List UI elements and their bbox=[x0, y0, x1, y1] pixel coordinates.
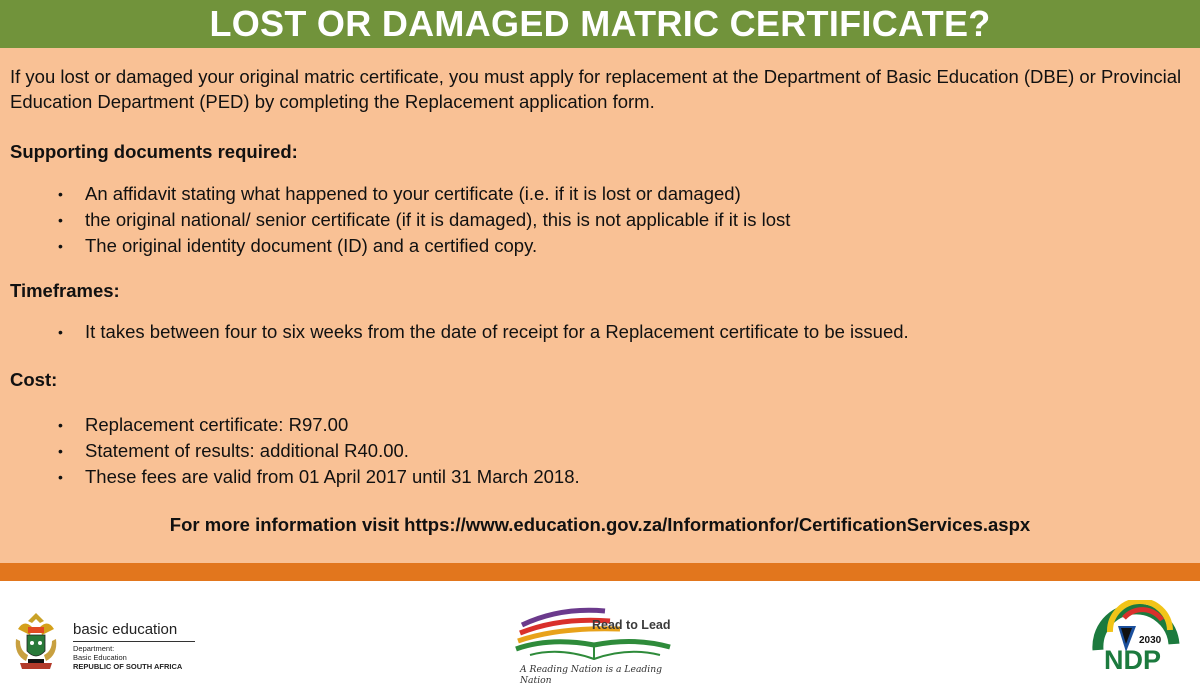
section-title-supporting-documents: Supporting documents required: bbox=[10, 141, 298, 162]
read-to-lead-title: Read to Lead bbox=[592, 618, 671, 632]
list-item: • Replacement certificate: R97.00 bbox=[10, 412, 1200, 438]
footer bbox=[0, 581, 1200, 689]
list-item: • It takes between four to six weeks from the date of receipt for a Replacement certificate to be issued. bbox=[10, 319, 1200, 345]
list-item: • the original national/ senior certificate (if it is damaged), this is not applicable if it is lost bbox=[10, 207, 1200, 233]
list-item: • The original identity document (ID) and a certified copy. bbox=[10, 233, 1200, 259]
dbe-logo-rule bbox=[73, 641, 195, 642]
open-book-icon bbox=[510, 603, 680, 663]
list-item: • Statement of results: additional R40.00. bbox=[10, 438, 1200, 464]
ndp-logo-year: 2030 bbox=[1139, 635, 1162, 646]
intro-paragraph: If you lost or damaged your original matric certificate, you must apply for replacement at the Department of Basic Education (DBE) or Provincial Education Department (PED) by completing the Replacement application form. bbox=[10, 66, 1182, 112]
dbe-logo-line2: Basic Education bbox=[73, 653, 127, 662]
orange-divider bbox=[0, 563, 1200, 581]
read-to-lead-tagline: A Reading Nation is a Leading Nation bbox=[520, 664, 663, 686]
read-to-lead-logo bbox=[510, 603, 680, 686]
main-content bbox=[0, 48, 1200, 563]
bullet-icon: • bbox=[58, 212, 63, 228]
bullet-icon: • bbox=[58, 417, 63, 433]
dbe-logo-name: basic education bbox=[73, 621, 178, 638]
page-title: LOST OR DAMAGED MATRIC CERTIFICATE? bbox=[209, 3, 991, 44]
dbe-logo-line3: REPUBLIC OF SOUTH AFRICA bbox=[73, 662, 183, 671]
more-info-link[interactable]: For more information visit https://www.education.gov.za/Informationfor/CertificationServices.aspx bbox=[169, 514, 1031, 535]
ndp-logo-text: NDP bbox=[1104, 645, 1162, 675]
timeframes-list bbox=[10, 319, 1200, 345]
cost-list bbox=[10, 412, 1200, 490]
section-title-cost: Cost: bbox=[10, 369, 58, 390]
coat-of-arms-icon bbox=[10, 609, 62, 675]
bullet-icon: • bbox=[58, 469, 63, 485]
section-title-timeframes: Timeframes: bbox=[10, 280, 120, 301]
bullet-icon: • bbox=[58, 324, 63, 340]
list-item: • These fees are valid from 01 April 2017 until 31 March 2018. bbox=[10, 464, 1200, 490]
page-header bbox=[0, 0, 1200, 48]
list-item: • An affidavit stating what happened to your certificate (i.e. if it is lost or damaged) bbox=[10, 181, 1200, 207]
bullet-icon: • bbox=[58, 238, 63, 254]
bullet-icon: • bbox=[58, 186, 63, 202]
dbe-logo bbox=[10, 609, 210, 675]
dbe-logo-line1: Department: bbox=[73, 644, 115, 653]
supporting-documents-list bbox=[10, 181, 1200, 259]
bullet-icon: • bbox=[58, 443, 63, 459]
